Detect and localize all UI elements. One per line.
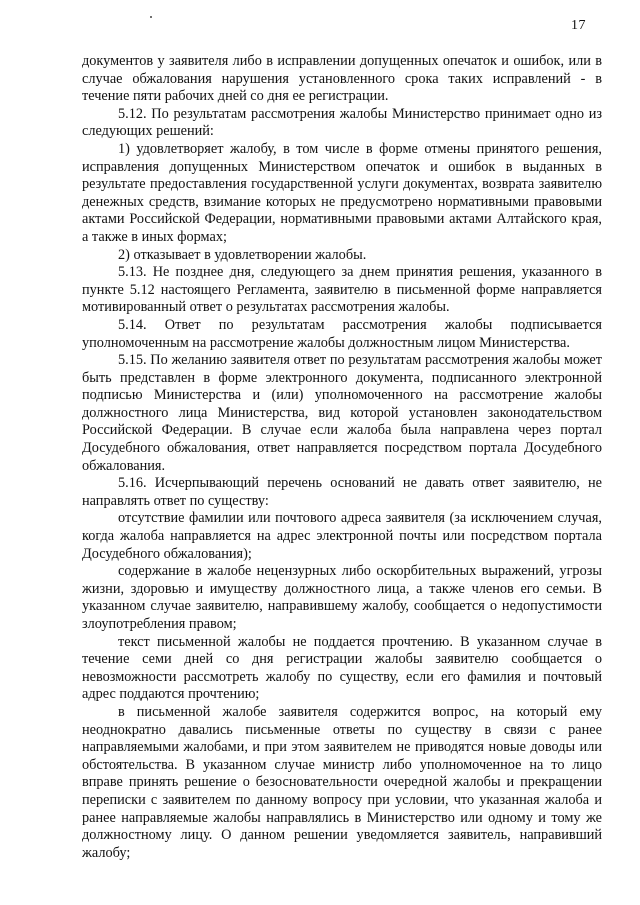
paragraph-5-16-item-2: содержание в жалобе нецензурных либо оскорбительных выражений, угрозы жизни, здоровью и имуществу должностного лица, а также членов его семьи. В указанном случае заявителю, направившему жалобу, сообщается о недопустимости злоупотребления правом; xyxy=(82,563,602,632)
paragraph-continuation: документов у заявителя либо в исправлении допущенных опечаток и ошибок, или в случае обжалования нарушения установленного срока таких исправлений - в течение пяти рабочих дней со дня ее регистрации. xyxy=(82,53,602,105)
paragraph-5-16-item-4: в письменной жалобе заявителя содержится вопрос, на который ему неоднократно давались письменные ответы по существу в связи с ранее направляемыми жалобами, и при этом заявителем не приводятся новые доводы или обстоятельства. В указанном случае министр либо уполномоченное на то лицо вправе принять решение о безосновательности очередной жалобы и прекращении переписки с заявителем по данному вопросу при условии, что указанная жалоба и ранее направляемые жалобы направлялись в Министерство или одному и тому же должностному лицу. О данном решении уведомляется заявитель, направивший жалобу; xyxy=(82,703,602,861)
paragraph-5-12-item-1: 1) удовлетворяет жалобу, в том числе в форме отмены принятого решения, исправления допущенных Министерством опечаток и ошибок в выданных в результате предоставления государственной услуги документах, возврата заявителю денежных средств, взимание которых не предусмотрено нормативными правовыми актами Российской Федерации, нормативными правовыми актами Алтайского края, а также в иных формах; xyxy=(82,140,602,245)
paragraph-5-12-item-2: 2) отказывает в удовлетворении жалобы. xyxy=(118,246,367,263)
paragraph-5-16: 5.16. Исчерпывающий перечень оснований не давать ответ заявителю, не направлять ответ по существу: xyxy=(82,475,602,509)
paragraph-5-16-item-1: отсутствие фамилии или почтового адреса заявителя (за исключением случая, когда жалоба направляется на адрес электронной почты или посредством портала Досудебного обжалования); xyxy=(82,510,602,562)
scan-speck xyxy=(150,16,152,18)
paragraph-5-16-item-3: текст письменной жалобы не поддается прочтению. В указанном случае в течение семи дней со дня регистрации жалобы заявителю сообщается о невозможности рассмотреть жалобу по существу, если его фамилия и почтовый адрес поддаются прочтению; xyxy=(82,633,602,703)
paragraph-5-15: 5.15. По желанию заявителя ответ по результатам рассмотрения жалобы может быть представлен в форме электронного документа, подписанного электронной подписью Министерства и (или) уполномоченного на рассмотрение жалобы должностного лица Министерства, вид которой установлен законодательством Российской Федерации. В случае если жалоба была направлена через портал Досудебного обжалования, ответ направляется посредством портала Досудебного обжалования. xyxy=(82,352,602,474)
page-number: 17 xyxy=(571,18,586,33)
paragraph-5-14: 5.14. Ответ по результатам рассмотрения жалобы подписывается уполномоченным на рассмотрение жалобы должностным лицом Министерства. xyxy=(82,316,602,351)
document-body xyxy=(82,53,602,862)
paragraph-5-12: 5.12. По результатам рассмотрения жалобы Министерство принимает одно из следующих решений: xyxy=(82,105,602,140)
paragraph-5-13: 5.13. Не позднее дня, следующего за днем принятия решения, указанного в пункте 5.12 настоящего Регламента, заявителю в письменной форме направляется мотивированный ответ о результатах рассмотрения жалобы. xyxy=(82,264,602,316)
